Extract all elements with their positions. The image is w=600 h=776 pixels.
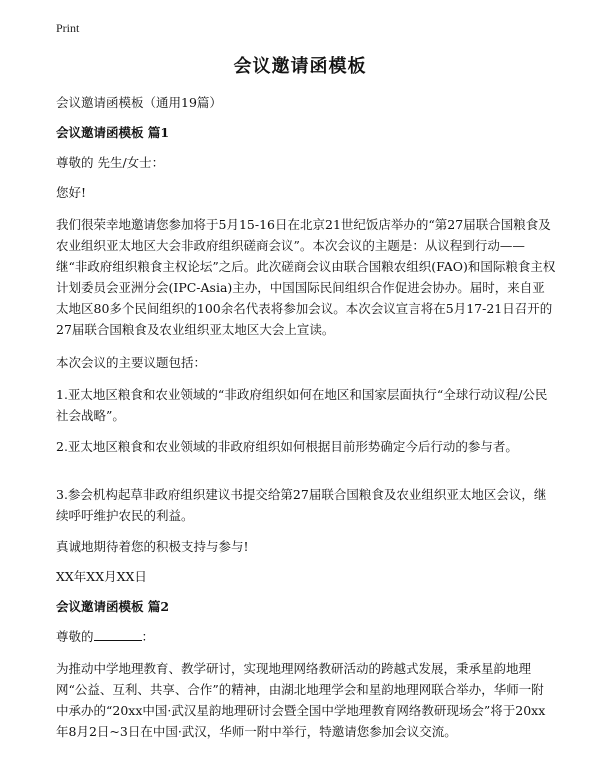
- document-date: XX年XX月XX日: [56, 569, 147, 584]
- document-subtitle: 会议邀请函模板（通用19篇）: [56, 95, 222, 110]
- name-blank: [94, 628, 142, 641]
- invitation-paragraph-1: 我们很荣幸地邀请您参加将于5月15-16日在北京21世纪饭店举办的“第27届联合国粮食及农业组织亚太地区大会非政府组织磋商会议”。本次会议的主题是：从议程到行动——继“非政府组织粮食主权论坛”之后。此次磋商会议由联合国粮农组织(FAO)和国际粮食主权计划委员会亚洲分会(IPC-Asia)主办，中国国际民间组织合作促进会协办。届时，来自亚太地区80多个民间组织的100余名代表将参加会议。本次会议宣言将在5月17-21日召开的27届联合国粮食及农业组织亚太地区大会上宣读。: [56, 217, 556, 337]
- topic-item-3: 3.参会机构起草非政府组织建议书提交给第27届联合国粮食及农业组织亚太地区会议，继续呼吁维护农民的利益。: [56, 487, 547, 523]
- topic-item-2: 2.亚太地区粮食和农业领域的非政府组织如何根据目前形势确定今后行动的参与者。: [56, 439, 518, 454]
- salutation-2-prefix: 尊敬的: [56, 629, 94, 644]
- print-link[interactable]: Print: [56, 21, 80, 35]
- greeting: 您好!: [56, 185, 87, 200]
- salutation-1: 尊敬的 先生/女士：: [56, 155, 165, 170]
- section-heading-2: 会议邀请函模板 篇2: [56, 599, 170, 614]
- topics-intro: 本次会议的主要议题包括：: [56, 355, 207, 370]
- salutation-2: [56, 626, 556, 647]
- invitation-paragraph-2: 为推动中学地理教育、教学研讨，实现地理网络教研活动的跨越式发展，秉承星韵地理网“公益、互利、共享、合作”的精神，由湖北地理学会和星韵地理网联合举办，华师一附中承办的“20xx中国·武汉星韵地理研讨会暨全国中学地理教育网络教研现场会”将于20xx年8月2日~3日在中国·武汉，华师一附中举行，特邀请您参加会议交流。: [56, 661, 546, 739]
- salutation-2-suffix: ：: [141, 629, 155, 644]
- topic-item-1: 1.亚太地区粮食和农业领域的“非政府组织如何在地区和国家层面执行“全球行动议程/公民社会战略”。: [56, 387, 548, 423]
- section-heading-1: 会议邀请函模板 篇1: [56, 125, 170, 140]
- page-title: 会议邀请函模板: [233, 56, 367, 77]
- closing-line: 真诚地期待着您的积极支持与参与!: [56, 539, 249, 554]
